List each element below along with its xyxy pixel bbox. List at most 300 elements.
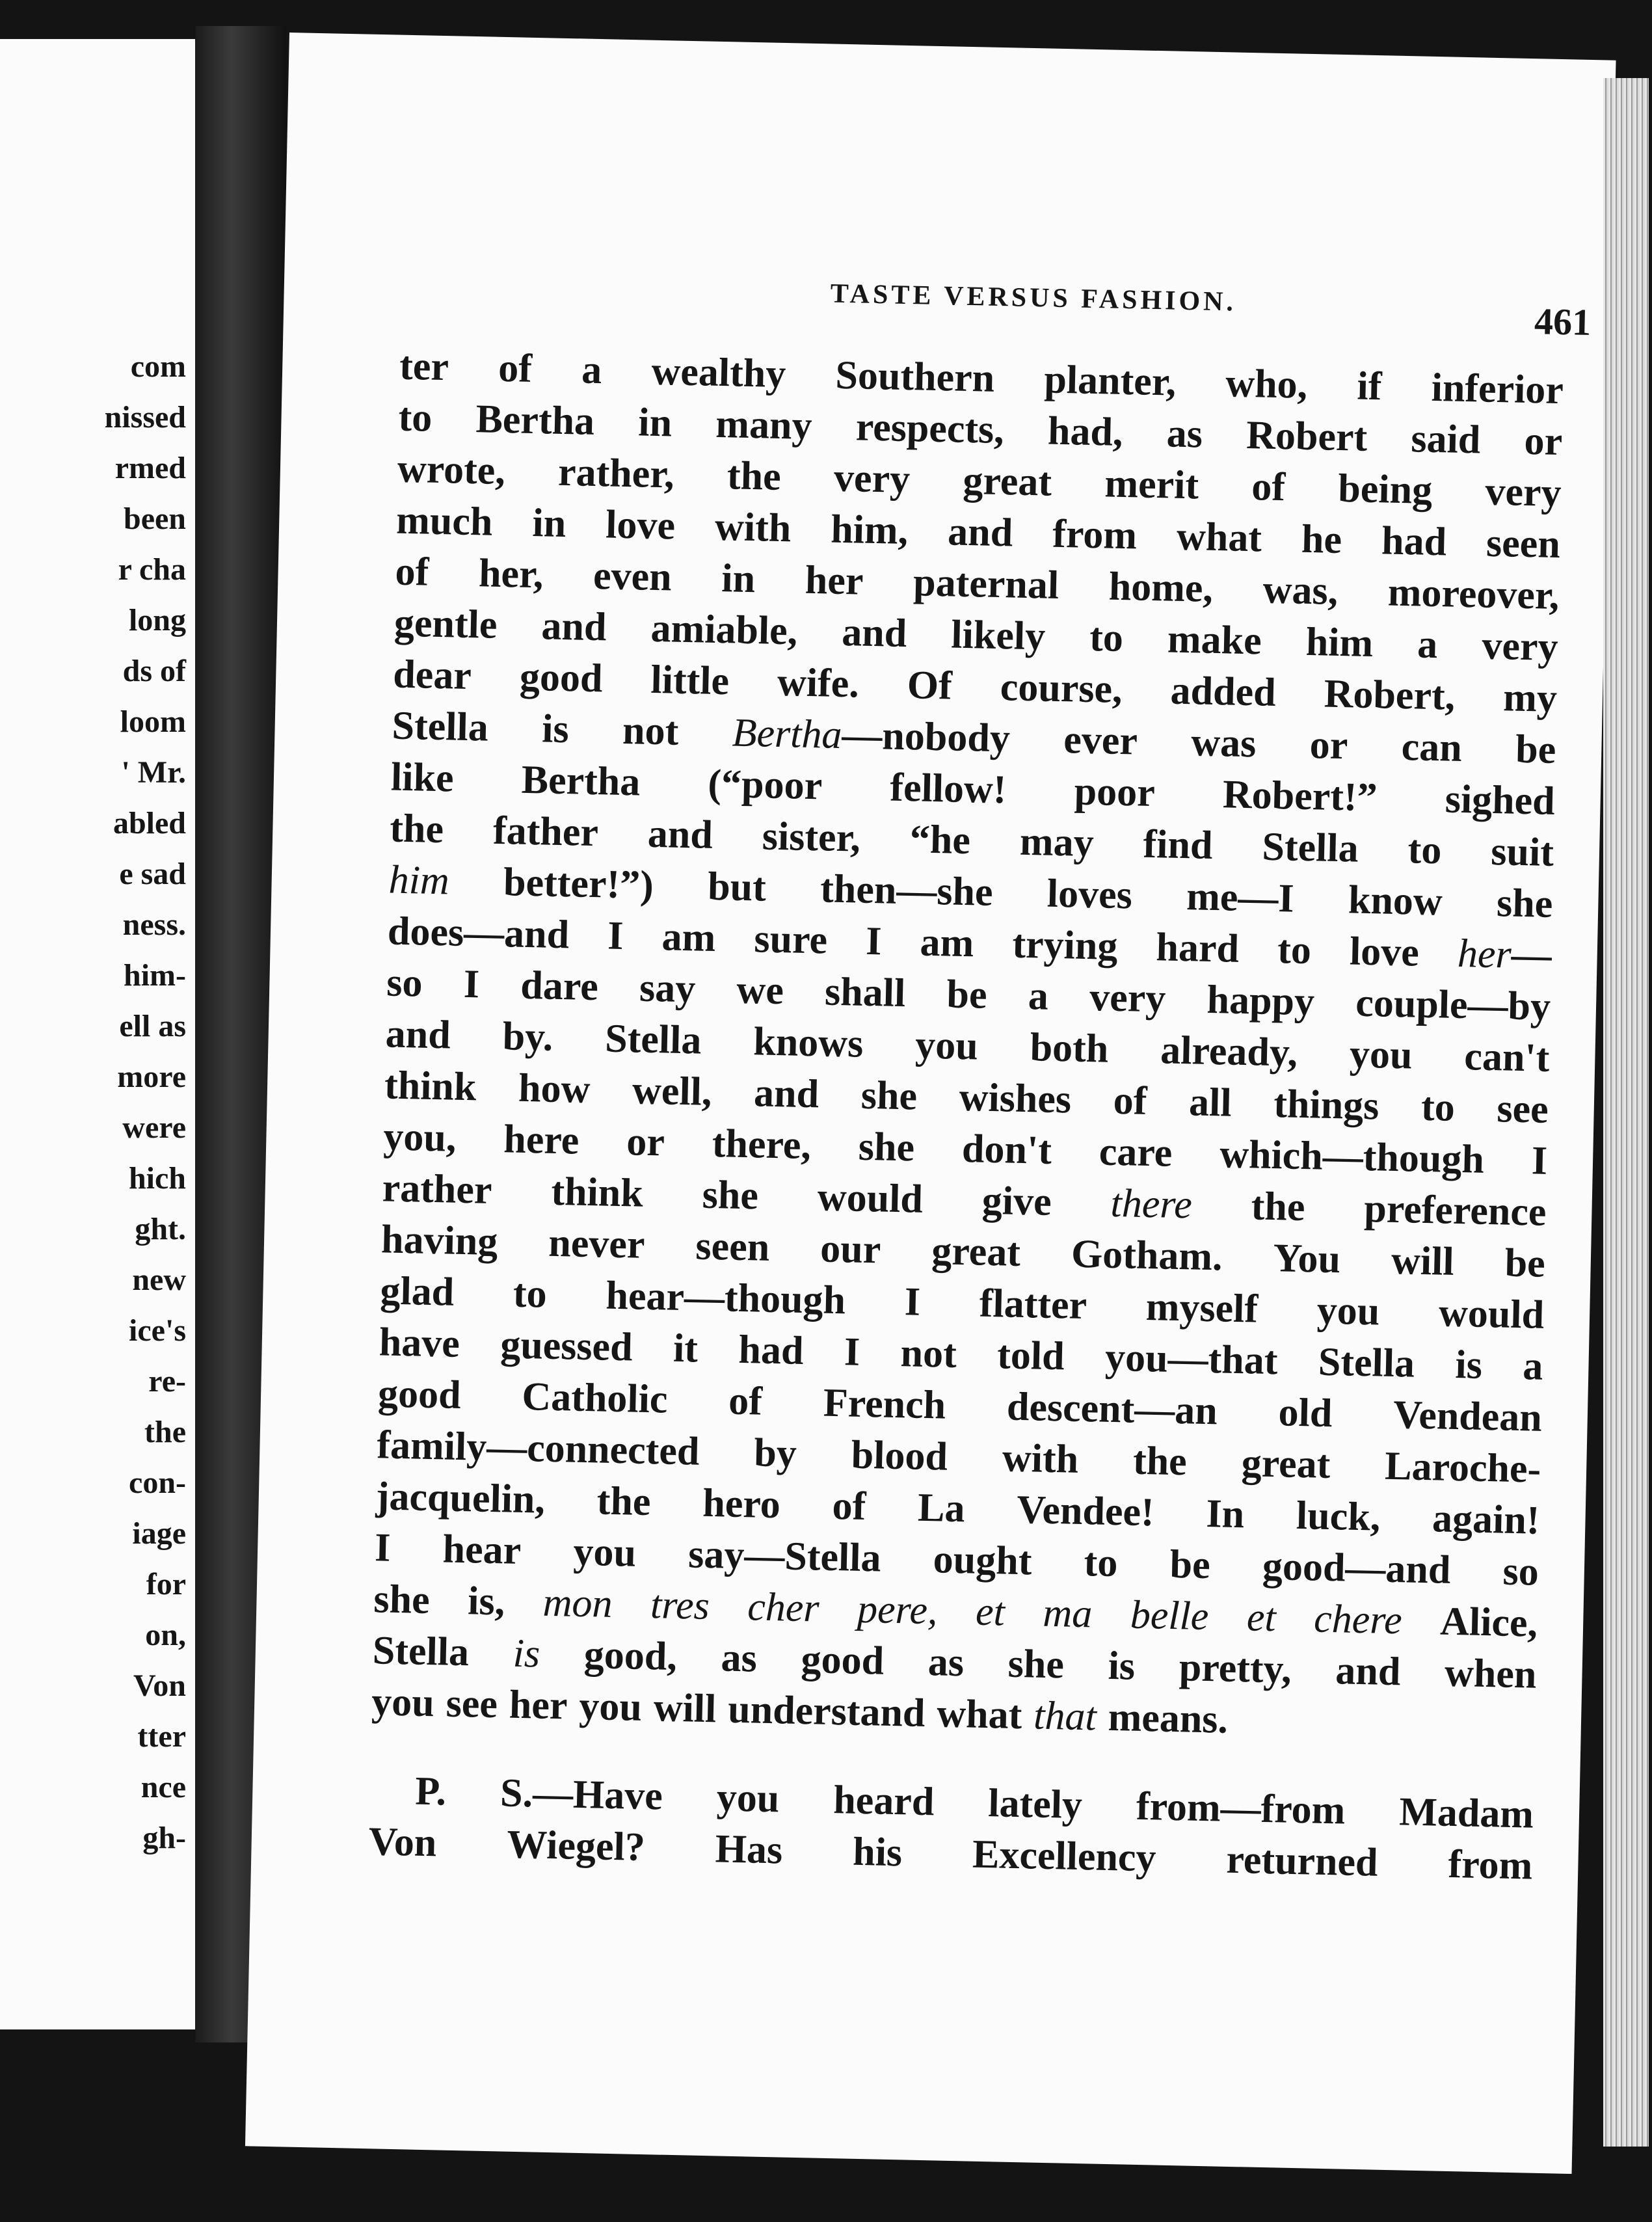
word: so [386,960,423,1006]
word: have [379,1320,460,1366]
word: he [1301,516,1342,563]
word: seen [1485,520,1561,567]
word: to [1407,827,1443,873]
word: to [1277,928,1312,973]
word: Bertha—nobody [732,710,1011,761]
word: luck, [1296,1493,1381,1540]
word: of [394,549,430,595]
word: to [513,1271,548,1317]
word: In [1205,1492,1245,1537]
word: she [860,1073,918,1119]
word: old [1277,1390,1333,1436]
word: flatter [979,1281,1087,1328]
left-page-fragment: nce [140,1770,186,1804]
word: Robert [1246,412,1368,460]
left-page-fragment: e sad [119,857,186,891]
word: and [540,604,607,650]
word: good, [583,1633,678,1680]
word: in [721,556,756,602]
word: the [596,1479,652,1525]
word: of [1251,464,1286,510]
word: S.—Have [500,1771,663,1819]
word: her, [478,551,544,597]
word: great [962,458,1052,505]
word: which—though [1219,1132,1485,1182]
word: many [715,401,813,448]
word: Stella [604,1016,702,1063]
word: and [647,811,713,857]
left-page-fragment: rmed [114,451,186,485]
left-page-fragment: ds of [122,654,186,688]
word: things [1273,1082,1380,1129]
word: see [1496,1086,1549,1132]
word: you [578,1683,643,1730]
left-page-fragment: ght. [135,1212,186,1246]
word: with [1002,1436,1079,1482]
word: would [1438,1291,1545,1337]
word: from [1447,1841,1534,1888]
word: you [1349,1032,1413,1078]
word: ever [1063,717,1138,764]
left-page-fragment: ell as [119,1009,186,1043]
word: a [1417,622,1439,667]
word: hero [702,1480,781,1527]
word: is, [467,1579,505,1624]
word: is [1454,1342,1483,1387]
word: fellow! [889,765,1007,812]
word: descent—an [1006,1384,1218,1434]
word: you [572,1529,637,1575]
word: wrote, [397,446,506,494]
word: she [702,1172,759,1218]
word: ter [399,343,449,390]
word: suit [1490,829,1554,875]
word: she [1007,1641,1065,1687]
left-page-fragment: tter [137,1719,186,1754]
word: never [548,1220,646,1267]
word: Stella [392,703,489,750]
word: rather, [557,449,675,497]
word: great [1241,1441,1331,1487]
word: make [1167,617,1262,663]
word: who, [1225,361,1308,407]
word: so [1502,1549,1539,1594]
word: guessed [500,1322,633,1370]
word: will [1391,1238,1455,1284]
word: her [509,1682,568,1728]
left-page-fragment: on, [145,1618,186,1652]
word: very [833,455,911,502]
word: very [1484,469,1562,516]
word: planter, [1043,357,1177,405]
word: glad [379,1268,455,1315]
word: belle [1130,1592,1210,1639]
word: don't [961,1127,1052,1173]
word: her [805,557,864,604]
word: father [492,808,599,855]
word: a [1028,974,1049,1019]
word: Stella [372,1628,470,1675]
right-page [245,33,1616,2174]
word: family—connected [376,1423,700,1474]
word: hear [442,1527,522,1573]
left-page-fragment: abled [113,806,186,840]
word: and [753,1071,819,1117]
word: know [1348,877,1443,924]
word: mon [542,1580,613,1626]
word: him [388,857,450,904]
word: I [1531,1138,1548,1183]
left-page-fragment: the [144,1415,186,1449]
word: poor [1074,769,1156,816]
word: you [914,1023,979,1069]
word: understand [727,1687,926,1736]
word: from—from [1136,1784,1346,1833]
word: in [637,400,673,446]
word: merit [1104,461,1199,508]
word: Vendee! [1016,1487,1155,1535]
word: all [1188,1080,1232,1125]
word: couple—by [1355,980,1551,1029]
word: think [384,1063,477,1110]
left-page-fragment: nissed [104,400,186,435]
word: to [1089,615,1124,661]
word: and [841,609,908,656]
word: La [917,1485,966,1531]
word: the [726,453,782,499]
word: her— [1457,931,1552,978]
word: Of [907,663,953,708]
word: having [380,1217,499,1265]
word: Robert, [1324,671,1456,719]
word: trying [1011,922,1119,969]
word: I [374,1525,392,1570]
word: as [1166,411,1203,457]
word: Laroche- [1384,1443,1541,1492]
word: from [1052,511,1138,558]
word: already, [1160,1028,1298,1075]
word: you [371,1680,435,1726]
word: and [1335,1648,1402,1694]
left-page-fragment: con- [129,1466,186,1500]
word: of [728,1378,763,1424]
word: like [390,755,455,801]
word: Has [715,1827,783,1873]
word: or [1523,418,1563,464]
word: say—Stella [687,1532,882,1581]
word: with [714,504,792,551]
word: said [1410,416,1482,462]
word: a [581,347,603,393]
word: how [518,1065,591,1112]
word: paternal [913,560,1059,608]
word: I [865,918,883,964]
word: the [389,806,444,852]
left-page-fragment: iage [132,1516,186,1551]
word: chere [1313,1596,1403,1643]
word: course, [1000,665,1123,712]
word: you [1316,1288,1381,1334]
word: preference [1363,1186,1547,1235]
word: or [1309,723,1349,768]
word: blood [851,1432,948,1479]
word: French [823,1380,946,1428]
word: wealthy [650,349,786,397]
word: Southern [834,353,995,401]
word: dare [520,963,599,1010]
word: by. [502,1014,554,1060]
left-page-fragment: gh- [142,1821,186,1855]
left-page-fragment: ness. [122,907,186,942]
word: amiable, [650,606,798,654]
word: would [817,1175,924,1222]
word: (“poor [707,761,823,809]
word: me—I [1186,874,1295,921]
word: pretty, [1179,1645,1292,1692]
word: to [1084,1540,1119,1586]
word: if [1356,364,1383,409]
word: much [395,498,494,544]
word: I [607,913,624,959]
word: good—and [1262,1544,1452,1592]
word: had [1381,518,1447,565]
left-page-fragment: com [130,349,186,384]
word: Stella [1261,824,1359,871]
word: find [1142,822,1214,868]
left-page-fragment: ' Mr. [121,755,186,790]
left-page-fragment: more [117,1060,186,1094]
word: sighed [1445,777,1556,823]
word: as [721,1635,758,1681]
word: rather [382,1166,493,1212]
word: P. [414,1769,447,1814]
word: means. [1108,1694,1229,1742]
word: is [541,706,570,752]
word: Wiegel? [506,1822,646,1870]
word: there [1110,1181,1193,1227]
word: and [947,509,1013,556]
word: Stella [1318,1339,1415,1386]
word: gentle [393,600,498,647]
word: or [626,1119,665,1165]
word: she [858,1124,915,1170]
word: respects, [855,405,1005,453]
word: myself [1145,1285,1259,1332]
word: see [446,1681,498,1727]
word: ma [1042,1590,1093,1637]
word: home, [1108,564,1214,611]
word: Gotham. [1071,1231,1223,1279]
word: love [1349,929,1420,975]
word: a [1522,1344,1544,1389]
left-page-fragment: were [122,1110,186,1145]
word: hard [1155,925,1240,971]
word: you—that [1104,1335,1279,1384]
left-page-fragment: re- [148,1364,186,1399]
word: his [852,1829,903,1875]
word: told [996,1333,1065,1379]
word: I [463,961,480,1007]
word: to [1420,1084,1456,1130]
word: to [397,395,433,440]
word: may [1019,819,1095,866]
left-page-fragment: long [128,603,186,637]
word: of [831,1483,867,1529]
word: Alice, [1439,1599,1538,1646]
word: Vendean [1392,1393,1543,1440]
word: him, [830,507,909,554]
word: and [385,1011,451,1058]
left-page-fragment: loom [120,704,186,739]
word: does—and [387,909,570,957]
word: be [1504,1240,1546,1286]
word: hear—though [605,1273,846,1323]
word: not [899,1331,957,1376]
word: say [639,965,696,1011]
postscript [368,1765,1534,1892]
word: what [936,1691,1023,1738]
word: loves [1046,871,1133,918]
word: you, [382,1114,457,1160]
left-page-fragment: been [124,502,186,536]
word: had [738,1327,805,1373]
word: is [513,1631,540,1676]
left-page-fragment: him- [124,958,186,993]
word: that [1033,1693,1097,1739]
left-page-fragment: for [146,1567,186,1601]
word: will [653,1685,717,1732]
word: she [1496,881,1554,926]
word: here [503,1117,580,1163]
word: again! [1432,1496,1541,1543]
word: added [1169,668,1277,715]
left-page-fragment: r cha [118,552,186,587]
word: care [1099,1129,1173,1175]
word: was [1190,720,1257,766]
word: then—she [819,866,994,915]
word: of [498,345,533,391]
left-page [0,39,195,2029]
word: likely [950,612,1046,659]
word: I [904,1279,921,1324]
page-edge [1603,78,1649,2147]
word: moreover, [1387,570,1560,619]
word: returned [1225,1837,1379,1885]
word: lately [987,1781,1083,1828]
word: be [1515,727,1556,773]
word: wife. [777,660,860,706]
word: Robert!” [1222,772,1378,820]
running-head: TASTE VERSUS FASHION. [830,278,1237,317]
word: very [1481,623,1559,670]
word: good [800,1637,885,1683]
word: et [975,1589,1006,1635]
word: et [1246,1595,1277,1640]
word: jacquelin, [375,1474,546,1522]
word: love [605,502,676,548]
word: You [1272,1236,1341,1282]
word: we [736,967,784,1013]
word: knows [753,1019,864,1066]
word: be [1169,1542,1211,1588]
word: being [1337,466,1433,513]
word: Madam [1398,1789,1534,1837]
word: Catholic [521,1374,669,1422]
word: was, [1262,567,1339,613]
page-number: 461 [1534,300,1592,343]
word: in [531,500,566,546]
word: inferior [1431,365,1564,413]
left-page-fragment: ice's [129,1313,186,1348]
word: but [707,864,767,910]
word: heard [833,1778,935,1825]
word: great [931,1229,1021,1275]
word: well, [632,1068,713,1114]
word: happy [1206,977,1315,1024]
word: the [1251,1184,1306,1230]
word: can't [1463,1034,1551,1080]
word: Excellency [972,1832,1157,1881]
body-text [371,341,1564,1752]
word: sure [753,917,828,963]
word: both [1030,1025,1110,1071]
word: by [753,1430,797,1476]
word: think [550,1169,644,1216]
word: our [819,1226,882,1272]
left-page-fragment: Von [133,1668,186,1703]
word: Von [368,1819,438,1866]
word: Bertha [475,397,595,444]
word: had, [1047,408,1124,455]
word: be [946,972,988,1017]
word: she [373,1577,431,1623]
word: seen [695,1224,770,1270]
word: even [593,553,673,600]
word: is [1108,1643,1136,1689]
word: I [844,1330,860,1374]
word: tres [650,1583,710,1629]
word: very [1089,975,1167,1021]
word: cher [747,1585,820,1631]
word: not [622,708,679,754]
page-header [401,269,1592,353]
word: as [927,1640,965,1685]
word: you [716,1775,780,1821]
word: it [673,1326,699,1371]
word: sister, [762,814,861,861]
word: good [519,654,604,701]
word: am [919,920,975,966]
word: what [1176,514,1262,561]
word: when [1444,1650,1538,1697]
word: Bertha [521,757,641,805]
word: wishes [959,1075,1072,1122]
word: “he [909,817,971,863]
word: ought [933,1537,1033,1584]
word: good [377,1371,462,1417]
word: pere, [857,1586,939,1633]
word: little [650,657,730,704]
word: dear [392,652,472,699]
word: of [1113,1078,1148,1123]
word: can [1401,725,1463,770]
word: shall [824,969,906,1016]
word: give [981,1178,1052,1224]
word: am [661,915,717,961]
word: my [1502,675,1558,721]
left-page-fragment: hich [128,1161,186,1196]
word: better!”) [503,860,654,908]
